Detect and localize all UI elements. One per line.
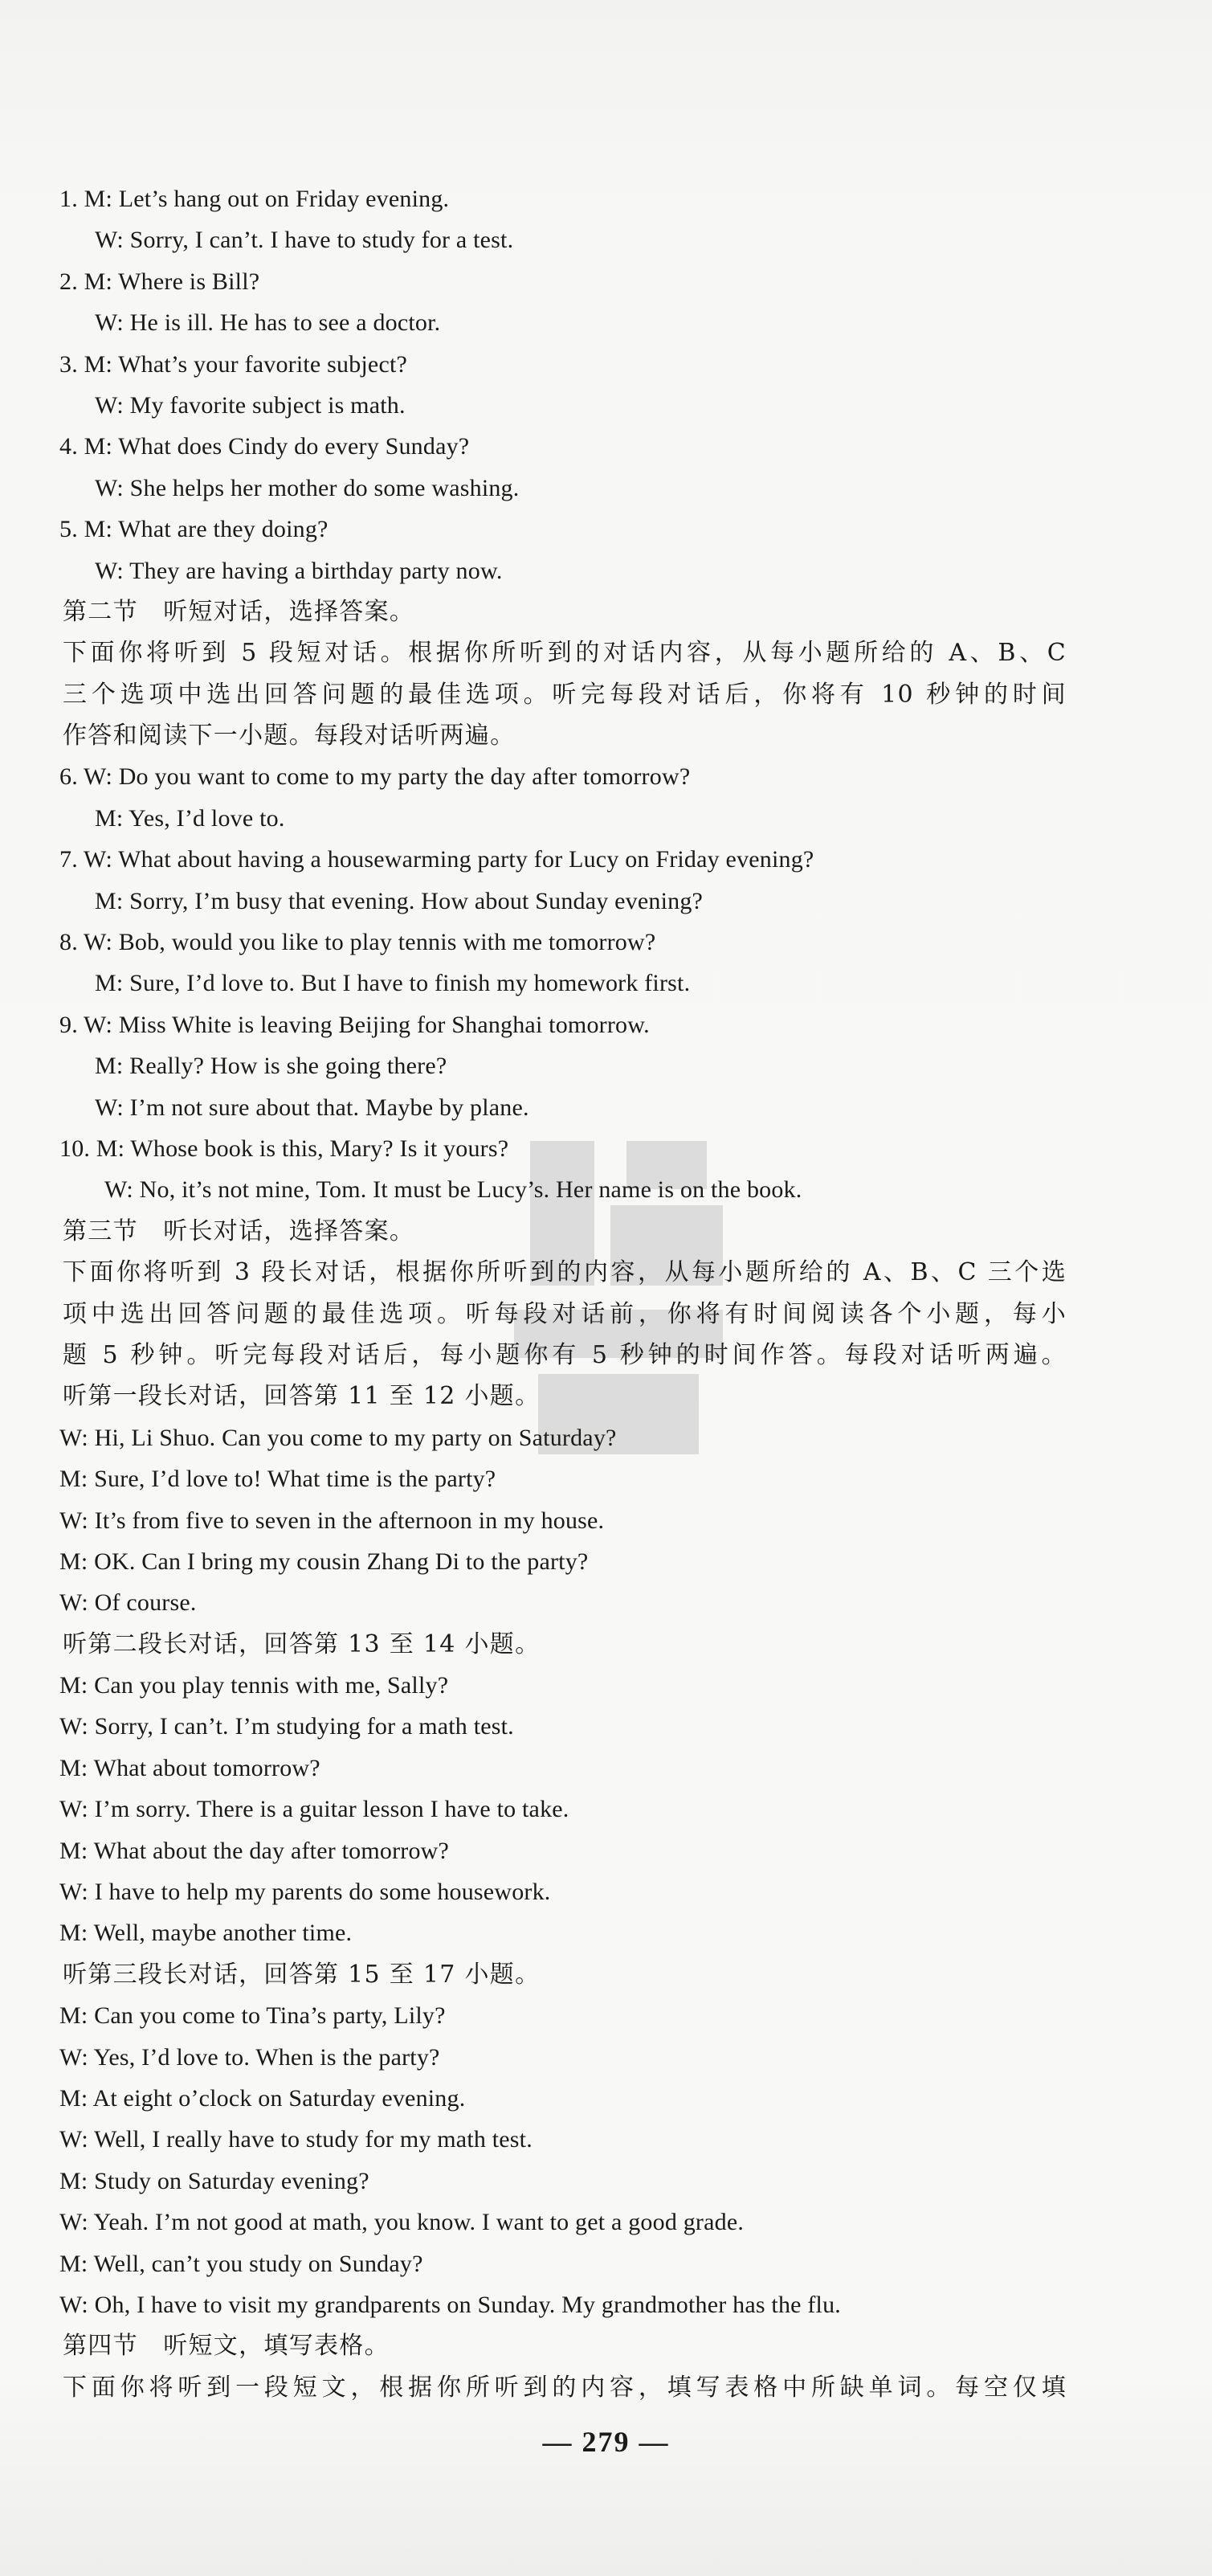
transcript-line-q5-m: 5. M: What are they doing?: [59, 516, 329, 543]
dialogue-3-line: W: Well, I really have to study for my math test.: [59, 2126, 533, 2153]
transcript-line-q1-m: 1. M: Let’s hang out on Friday evening.: [59, 186, 450, 212]
transcript-line-q9-m: M: Really? How is she going there?: [95, 1053, 447, 1080]
dialogue-2-line: M: Well, maybe another time.: [59, 1920, 353, 1947]
instruction-line: 下面你将听到一段短文，根据你所听到的内容，填写表格中所缺单词。每空仅填: [63, 2373, 1067, 2402]
instruction-line: 下面你将听到 3 段长对话，根据你所听到的内容，从每小题所给的 A、B、C 三个选: [63, 1258, 1067, 1287]
transcript-line-q5-w: W: They are having a birthday party now.: [95, 557, 503, 584]
listening-transcript: [59, 178, 1104, 2408]
transcript-line-q10-m: 10. M: Whose book is this, Mary? Is it yours?: [59, 1135, 509, 1162]
dialogue-2-line: W: I’m sorry. There is a guitar lesson I have to take.: [59, 1796, 569, 1823]
transcript-line-q9-w: 9. W: Miss White is leaving Beijing for Shanghai tomorrow.: [59, 1011, 650, 1038]
section-heading-2: 第二节 听短对话，选择答案。: [63, 597, 415, 626]
dialogue-2-line: M: What about tomorrow?: [59, 1754, 320, 1781]
dialogue-3-line: W: Yes, I’d love to. When is the party?: [59, 2043, 440, 2071]
dialogue-1-line: M: Sure, I’d love to! What time is the party?: [59, 1466, 496, 1493]
dialogue-1-line: W: It’s from five to seven in the afternoon in my house.: [59, 1507, 605, 1534]
instruction-line: 作答和阅读下一小题。每段对话听两遍。: [63, 722, 516, 750]
dialogue-2-line: M: Can you play tennis with me, Sally?: [59, 1672, 449, 1699]
transcript-line-q3-w: W: My favorite subject is math.: [95, 391, 406, 419]
dialogue-1-line: W: Of course.: [59, 1589, 197, 1617]
transcript-line-q7-m: M: Sorry, I’m busy that evening. How about Sunday evening?: [95, 887, 704, 914]
page-number: — 279 —: [542, 2426, 670, 2458]
dialogue-3-line: M: At eight o’clock on Saturday evening.: [59, 2084, 466, 2112]
transcript-line-q9-w2: W: I’m not sure about that. Maybe by plane.: [95, 1094, 529, 1121]
dialogue-1-line: M: OK. Can I bring my cousin Zhang Di to the party?: [59, 1548, 589, 1575]
dialogue-heading-1: 听第一段长对话，回答第 11 至 12 小题。: [63, 1382, 541, 1411]
transcript-line-q2-m: 2. M: Where is Bill?: [59, 268, 260, 295]
transcript-line-q8-w: 8. W: Bob, would you like to play tennis with me tomorrow?: [59, 929, 656, 956]
transcript-line-q4-m: 4. M: What does Cindy do every Sunday?: [59, 433, 470, 460]
instruction-line: 下面你将听到 5 段短对话。根据你所听到的对话内容，从每小题所给的 A、B、C: [63, 639, 1067, 668]
transcript-line-q1-w: W: Sorry, I can’t. I have to study for a test.: [95, 227, 514, 254]
transcript-line-q4-w: W: She helps her mother do some washing.: [95, 474, 520, 501]
transcript-line-q2-w: W: He is ill. He has to see a doctor.: [95, 309, 441, 337]
dialogue-3-line: W: Yeah. I’m not good at math, you know. I want to get a good grade.: [59, 2209, 745, 2236]
transcript-line-q7-w: 7. W: What about having a housewarming party for Lucy on Friday evening?: [59, 846, 814, 873]
dialogue-2-line: W: Sorry, I can’t. I’m studying for a math test.: [59, 1713, 514, 1740]
transcript-line-q10-w: W: No, it’s not mine, Tom. It must be Lucy’s. Her name is on the book.: [104, 1176, 802, 1204]
transcript-line-q3-m: 3. M: What’s your favorite subject?: [59, 350, 408, 378]
dialogue-3-line: M: Can you come to Tina’s party, Lily?: [59, 2002, 446, 2030]
section-heading-4: 第四节 听短文，填写表格。: [63, 2332, 390, 2361]
dialogue-2-line: M: What about the day after tomorrow?: [59, 1837, 450, 1864]
section-heading-3: 第三节 听长对话，选择答案。: [63, 1216, 415, 1245]
instruction-line: 题 5 秒钟。听完每段对话后，每小题你有 5 秒钟的时间作答。每段对话听两遍。: [63, 1340, 1067, 1369]
instruction-line: 三个选项中选出回答问题的最佳选项。听完每段对话后，你将有 10 秒钟的时间: [63, 680, 1067, 709]
dialogue-3-line: M: Well, can’t you study on Sunday?: [59, 2250, 423, 2277]
dialogue-2-line: W: I have to help my parents do some housework.: [59, 1879, 551, 1906]
transcript-line-q6-w: 6. W: Do you want to come to my party the day after tomorrow?: [59, 763, 691, 791]
dialogue-3-line: W: Oh, I have to visit my grandparents on Sunday. My grandmother has the flu.: [59, 2291, 841, 2318]
instruction-line: 项中选出回答问题的最佳选项。听每段对话前，你将有时间阅读各个小题，每小: [63, 1299, 1067, 1328]
transcript-line-q8-m: M: Sure, I’d love to. But I have to finish my homework first.: [95, 970, 691, 997]
transcript-line-q6-m: M: Yes, I’d love to.: [95, 804, 285, 832]
dialogue-heading-3: 听第三段长对话，回答第 15 至 17 小题。: [63, 1960, 541, 1989]
dialogue-heading-2: 听第二段长对话，回答第 13 至 14 小题。: [63, 1629, 541, 1658]
dialogue-3-line: M: Study on Saturday evening?: [59, 2167, 369, 2194]
dialogue-1-line: W: Hi, Li Shuo. Can you come to my party on Saturday?: [59, 1424, 617, 1451]
